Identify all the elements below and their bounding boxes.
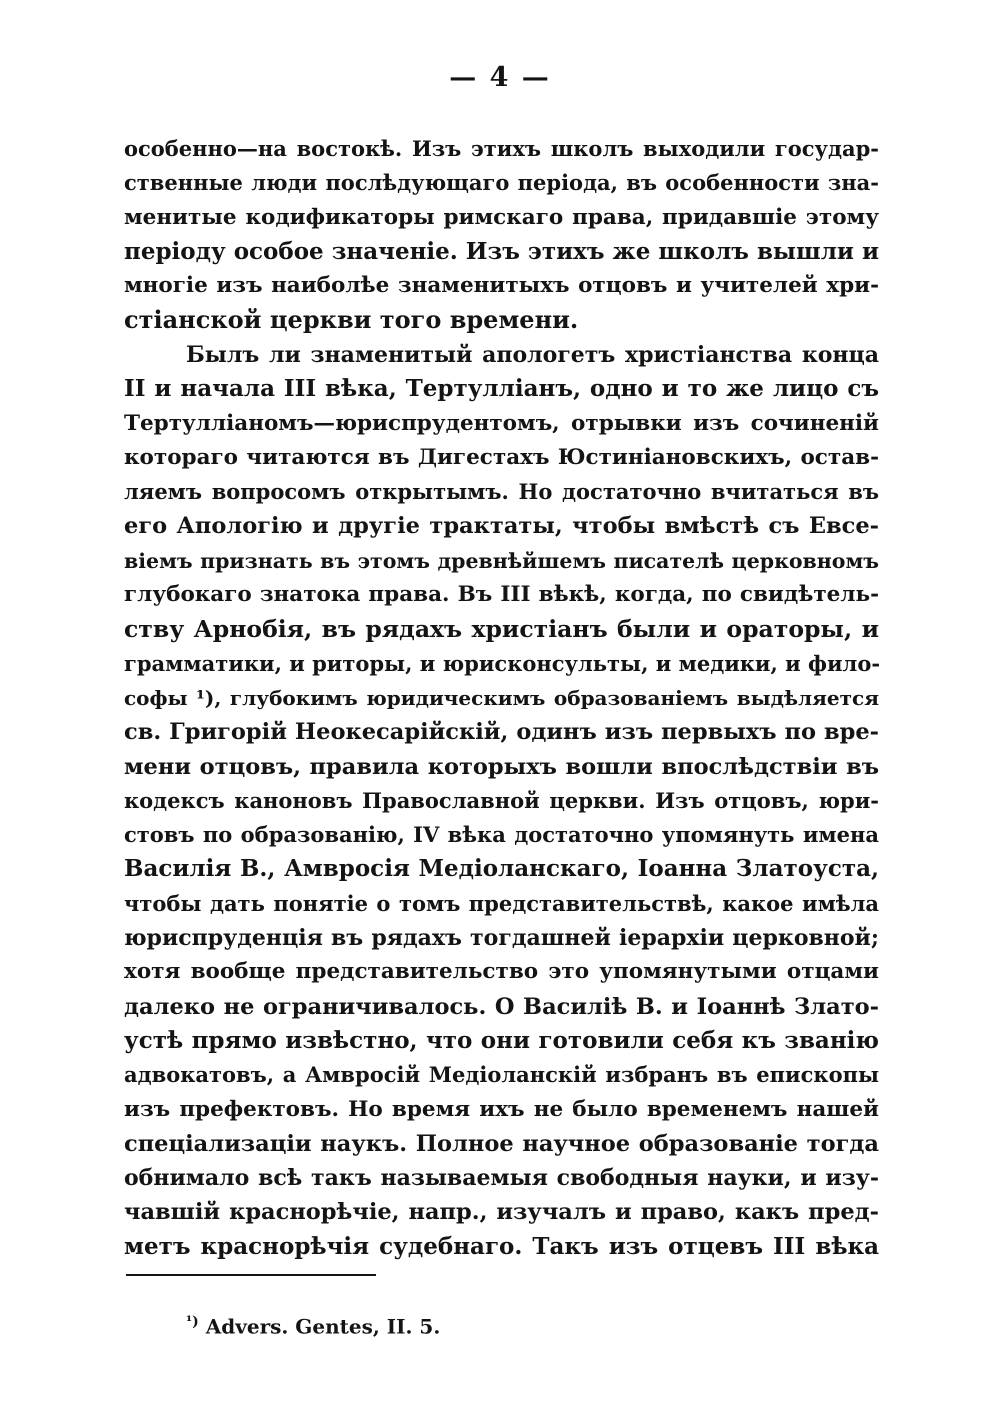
text-line: кодексъ каноновъ Православной церкви. Изъ отцовъ, юри- — [124, 787, 879, 813]
text-line: метъ краснорѣчія судебнаго. Такъ изъ отцевъ III вѣка — [124, 1232, 879, 1260]
text-line: віемъ признать въ этомъ древнѣйшемъ писателѣ церковномъ — [124, 548, 879, 573]
text-line: устѣ прямо извѣстно, что они готовили себя къ званію — [124, 1026, 879, 1054]
text-line: софы ¹), глубокимъ юридическимъ образованіемъ выдѣляется — [124, 685, 879, 710]
text-line: ляемъ вопросомъ открытымъ. Но достаточно вчитаться въ — [124, 479, 879, 505]
text-line: чтобы дать понятіе о томъ представительствѣ, какое имѣла — [124, 890, 879, 916]
paragraph-1 — [124, 132, 879, 338]
text-line: адвокатовъ, а Амвросій Медіоланскій избранъ въ епископы — [124, 1062, 879, 1088]
text-line: котораго читаются въ Дигестахъ Юстиніановскихъ, остав- — [124, 444, 879, 470]
text-line: его Апологію и другіе трактаты, чтобы вмѣстѣ съ Евсе- — [124, 513, 879, 540]
text-line: глубокаго знатока права. Въ III вѣкѣ, когда, по свидѣтель- — [124, 582, 879, 608]
text-line: изъ префектовъ. Но время ихъ не было временемъ нашей — [124, 1096, 879, 1122]
text-line: спеціализаціи наукъ. Полное научное образованіе тогда — [124, 1130, 879, 1157]
page-number: — 4 — — [449, 62, 551, 93]
text-line: юриспруденція въ рядахъ тогдашней іерархіи церковной; — [124, 925, 879, 952]
text-line: мени отцовъ, правила которыхъ вошли впослѣдствіи въ — [124, 753, 879, 780]
footnote-marker: ¹) — [186, 1314, 199, 1330]
text-line: стіанской церкви того времени. — [124, 305, 579, 335]
text-line: далеко не ограничивалось. О Василіѣ В. и Іоаннѣ Злато- — [124, 993, 879, 1020]
text-line: ству Арнобія, въ рядахъ христіанъ были и ораторы, и — [124, 615, 879, 644]
text-line: II и начала III вѣка, Тертулліанъ, одно и то же лицо съ — [124, 375, 879, 403]
text-line: менитые кодификаторы римскаго права, придавшіе этому — [124, 204, 879, 230]
footnote — [186, 1314, 440, 1339]
footnote-text: Advers. Gentes, II. 5. — [205, 1314, 441, 1339]
text-line: особенно—на востокѣ. Изъ этихъ школъ выходили государ- — [124, 136, 879, 161]
text-line: чавшій краснорѣчіе, напр., изучалъ и право, какъ пред- — [124, 1199, 879, 1226]
paragraph-2 — [124, 338, 879, 1264]
text-line: св. Григорій Неокесарійскій, одинъ изъ первыхъ по вре- — [124, 719, 879, 746]
text-line: хотя вообще представительство это упомянутыми отцами — [124, 959, 879, 985]
text-line: стовъ по образованію, IV вѣка достаточно упомянуть имена — [124, 822, 879, 848]
text-line: грамматики, и риторы, и юрисконсульты, и медики, и фило- — [124, 650, 881, 676]
footnote-divider — [126, 1274, 376, 1276]
text-line: обнимало всѣ такъ называемыя свободныя науки, и изу- — [124, 1165, 879, 1192]
text-line: Былъ ли знаменитый апологетъ христіанства конца — [186, 342, 879, 368]
text-line: періоду особое значеніе. Изъ этихъ же школъ вышли и — [124, 237, 880, 265]
text-line: Тертулліаномъ—юриспрудентомъ, отрывки изъ сочиненій — [124, 410, 879, 436]
text-line: многіе изъ наиболѣе знаменитыхъ отцовъ и учителей хри- — [124, 273, 879, 299]
text-line: Василія В., Амвросія Медіоланскаго, Іоанна Златоуста, — [124, 855, 879, 883]
text-line: ственные люди послѣдующаго періода, въ особенности зна- — [124, 170, 879, 196]
